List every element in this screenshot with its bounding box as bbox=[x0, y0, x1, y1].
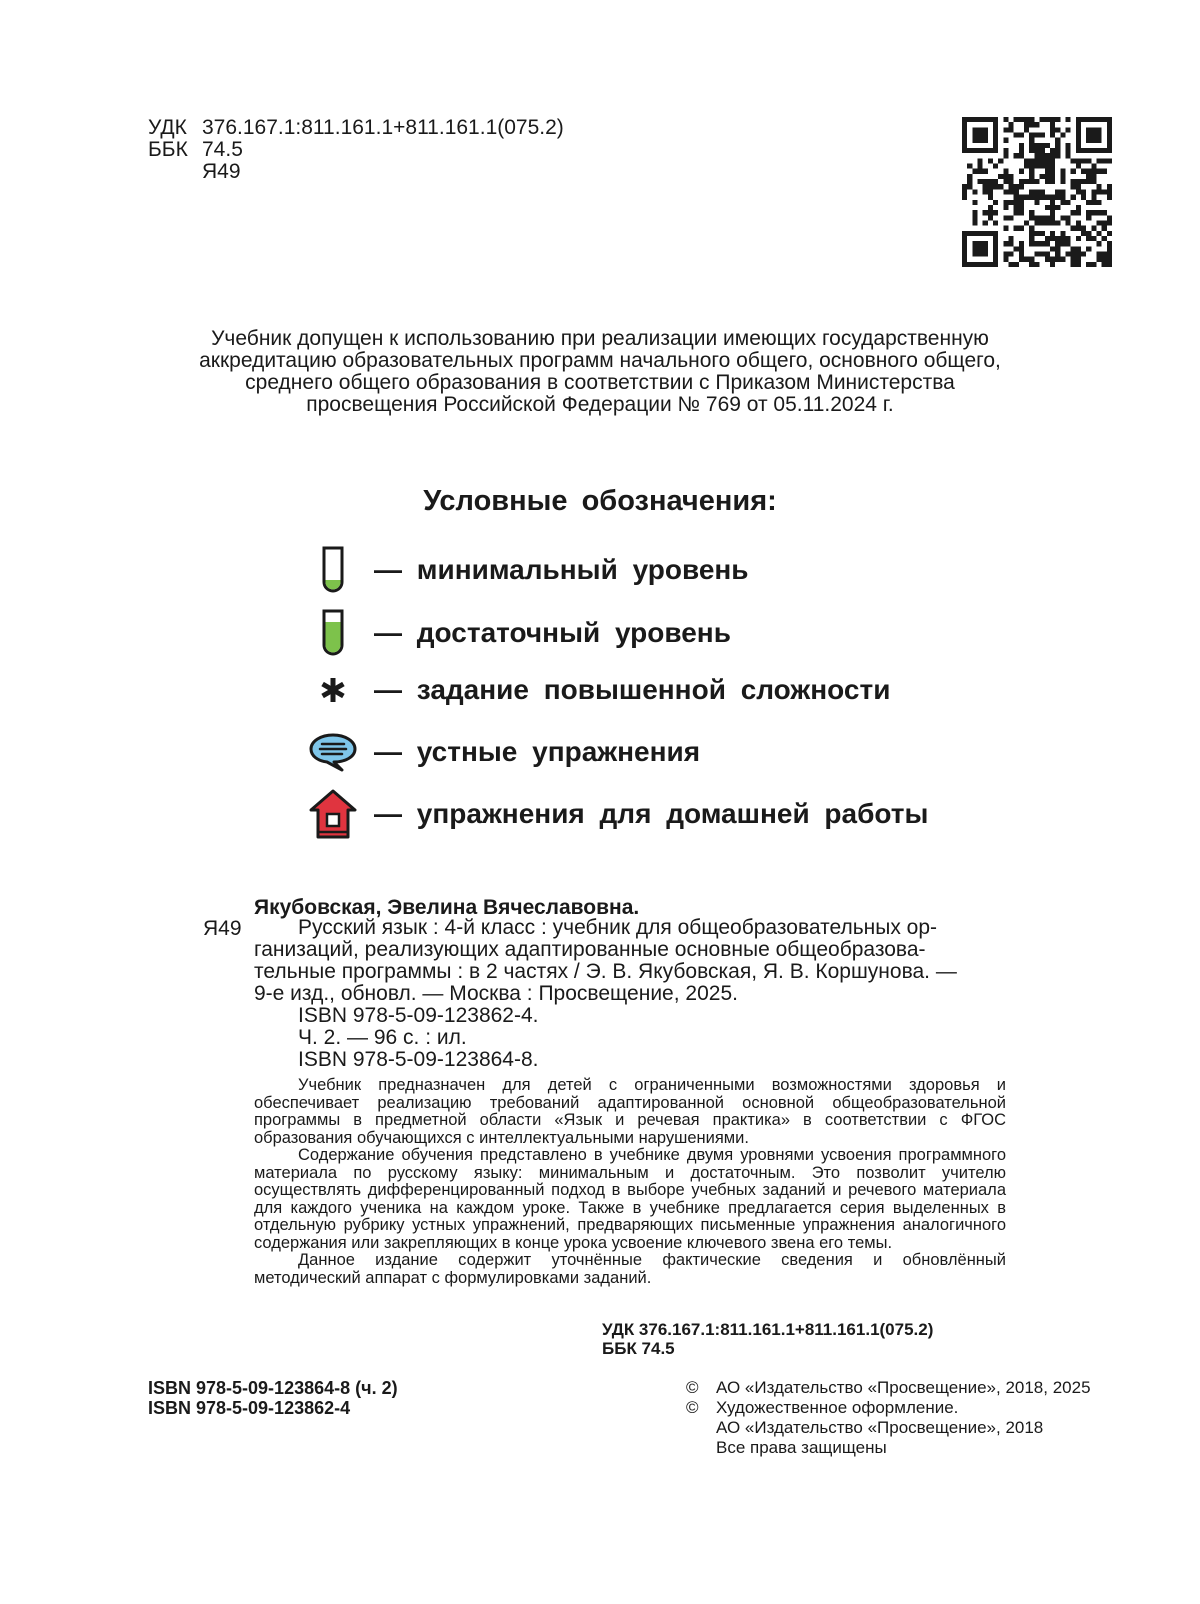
legend-text: — минимальный уровень bbox=[374, 554, 749, 585]
bibliography-code: Я49 bbox=[203, 917, 242, 940]
bbk-label: ББК bbox=[148, 138, 188, 161]
isbn-line: ISBN 978-5-09-123864-8. bbox=[298, 1048, 539, 1071]
classification-block bbox=[148, 117, 564, 183]
isbn-line: ISBN 978-5-09-123862-4. bbox=[298, 1004, 539, 1027]
copyright-icon: © bbox=[686, 1378, 699, 1397]
copyright-icon: © bbox=[686, 1398, 699, 1417]
legend-item-advanced bbox=[300, 662, 890, 718]
test-tube-full-icon bbox=[300, 605, 366, 661]
approval-line: просвещения Российской Федерации № 769 от 05.11.2024 г. bbox=[306, 393, 894, 416]
annotation-paragraph: Учебник предназначен для детей с ограниченными возможностями здоровья и обеспечивает реализацию требований адаптированной основной общеобразовательной программы в предметной области «Язык и речевая практика» в соответствии с ФГОС образования обучающихся с интеллектуальными нарушениями. bbox=[254, 1076, 1006, 1147]
annotation-paragraph: Данное издание содержит уточнённые фактические сведения и обновлённый методический аппарат с формулировками заданий. bbox=[254, 1251, 1006, 1287]
bottom-classification bbox=[602, 1320, 933, 1358]
legend-title: Условные обозначения: bbox=[423, 485, 777, 517]
isbn-block bbox=[148, 1378, 398, 1418]
annotation-paragraph: Содержание обучения представлено в учебнике двумя уровнями усвоения программного материала по русскому языку: минимальным и достаточным. Это позволит учителю осуществлять дифференцированный подход в выборе учебных заданий и речевого материала для каждого ученика на каждом уроке. Также в учебнике предлагается серия выделенных в отдельную рубрику устных упражнений, предваряющих письменные упражнения аналогичного содержания или закрепляющих в конце урока усвоение ключевого звена его темы. bbox=[254, 1146, 1006, 1252]
test-tube-low-icon bbox=[300, 542, 366, 598]
udk-value: 376.167.1:811.161.1+811.161.1(075.2) bbox=[202, 116, 564, 139]
approval-line: Учебник допущен к использованию при реализации имеющих государственную bbox=[211, 327, 989, 350]
bottom-udk: УДК 376.167.1:811.161.1+811.161.1(075.2) bbox=[602, 1320, 934, 1339]
annotation bbox=[254, 1077, 1006, 1287]
legend-item-minimal bbox=[300, 542, 749, 598]
legend-item-sufficient bbox=[300, 605, 731, 661]
legend-text: — задание повышенной сложности bbox=[374, 674, 891, 705]
bibliography-line: 9-е изд., обновл. — Москва : Просвещение, 2025. bbox=[254, 982, 738, 1005]
bibliography-line: тельные программы : в 2 частях / Э. В. Якубовская, Я. В. Коршунова. — bbox=[254, 960, 957, 983]
approval-line: среднего общего образования в соответствии с Приказом Министерства bbox=[245, 371, 955, 394]
copyright-line: АО «Издательство «Просвещение», 2018, 2025 bbox=[716, 1378, 1091, 1397]
bottom-bbk: ББК 74.5 bbox=[602, 1339, 675, 1358]
legend-item-homework bbox=[300, 786, 928, 842]
author-code: Я49 bbox=[202, 160, 241, 183]
bibliography-line: ганизаций, реализующих адаптированные основные общеобразова- bbox=[254, 938, 926, 961]
udk-label: УДК bbox=[148, 116, 187, 139]
approval-text bbox=[160, 328, 1040, 416]
pages-line: Ч. 2. — 96 с. : ил. bbox=[298, 1026, 467, 1049]
author-name: Якубовская, Эвелина Вячеславовна. bbox=[254, 896, 640, 919]
approval-line: аккредитацию образовательных программ начального общего, основного общего, bbox=[199, 349, 1001, 372]
speech-bubble-icon bbox=[300, 724, 366, 780]
bbk-value: 74.5 bbox=[202, 138, 243, 161]
legend-text: — упражнения для домашней работы bbox=[374, 798, 929, 829]
house-icon bbox=[300, 786, 366, 842]
copyright-line: АО «Издательство «Просвещение», 2018 bbox=[716, 1418, 1044, 1437]
isbn-part: ISBN 978-5-09-123864-8 (ч. 2) bbox=[148, 1378, 398, 1398]
bibliography-record bbox=[254, 917, 1006, 1071]
legend-text: — достаточный уровень bbox=[374, 617, 731, 648]
copyright-line: Художественное оформление. bbox=[716, 1398, 959, 1417]
legend-text: — устные упражнения bbox=[374, 736, 701, 767]
isbn-set: ISBN 978-5-09-123862-4 bbox=[148, 1398, 351, 1418]
asterisk-icon bbox=[300, 662, 366, 718]
copyright-block bbox=[686, 1378, 1126, 1458]
copyright-line: Все права защищены bbox=[716, 1438, 887, 1457]
bibliography-line: Русский язык : 4-й класс : учебник для общеобразовательных ор- bbox=[298, 916, 938, 939]
qr-code-icon[interactable] bbox=[962, 117, 1112, 267]
legend-item-oral bbox=[300, 724, 700, 780]
